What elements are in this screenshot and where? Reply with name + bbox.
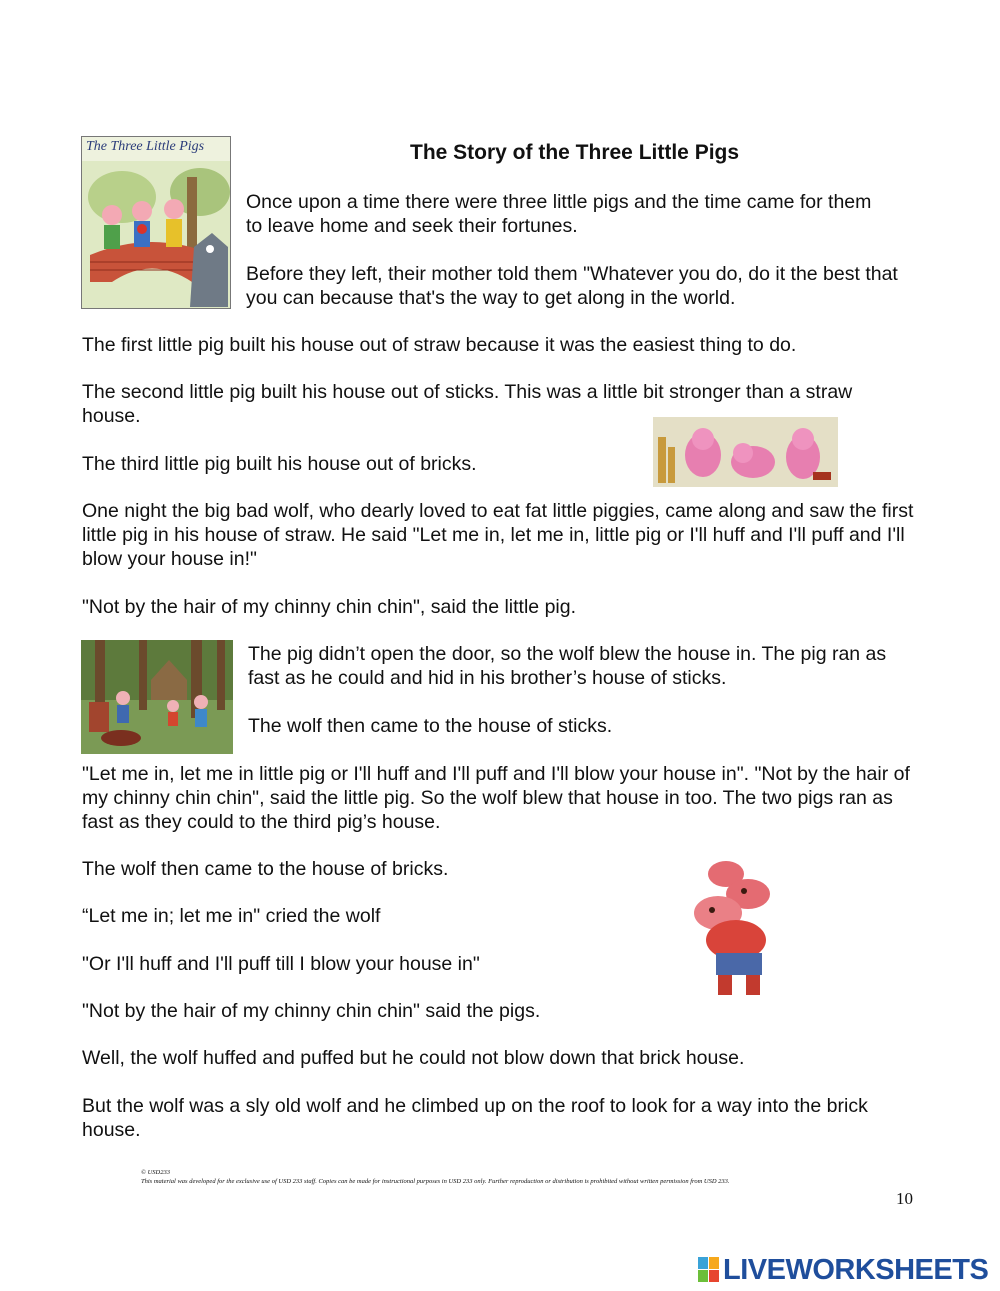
cover-illustration	[81, 136, 231, 309]
paragraph-15: Well, the wolf huffed and puffed but he could not blow down that brick house.	[82, 1047, 745, 1069]
usage-notice: This material was developed for the exclusive use of USD 233 staff. Copies can be made for instructional purposes in USD 233 only. Further reproduction or distribution is prohibited without written permission from USD 233.	[141, 1178, 730, 1185]
paragraph-10: "Let me in, let me in little pig or I'll huff and I'll puff and I'll blow your house in". "Not by the hair of my chinny chin chin", said the little pig. So the wolf blew that house in too. The two pigs ran as fast as they could to the third pig’s house.	[82, 763, 910, 833]
page-number: 10	[896, 1189, 913, 1208]
paragraph-16: But the wolf was a sly old wolf and he climbed up on the roof to look for a way into the brick house.	[82, 1095, 868, 1141]
paragraph-5: The third little pig built his house out of bricks.	[82, 453, 477, 475]
liveworksheets-mark-icon	[698, 1257, 720, 1283]
paragraph-2: Before they left, their mother told them "Whatever you do, do it the best that you can because that's the way to get along in the world.	[246, 263, 898, 309]
stacked-pigs-illustration	[688, 858, 783, 998]
paragraph-12: “Let me in; let me in" cried the wolf	[82, 905, 381, 927]
paragraph-3: The first little pig built his house out of straw because it was the easiest thing to do.	[82, 334, 797, 356]
paragraph-8: The pig didn’t open the door, so the wolf blew the house in. The pig ran as fast as he could and hid in his brother’s house of sticks.	[248, 643, 887, 689]
forest-illustration	[81, 640, 233, 754]
paragraph-11: The wolf then came to the house of bricks.	[82, 858, 449, 880]
paragraph-14: "Not by the hair of my chinny chin chin" said the pigs.	[82, 1000, 541, 1022]
liveworksheets-logo[interactable]	[698, 1252, 988, 1288]
pigs-illustration	[653, 417, 838, 487]
cover-label: The Three Little Pigs	[86, 139, 205, 154]
paragraph-6: One night the big bad wolf, who dearly loved to eat fat little piggies, came along and saw the first little pig in his house of straw. He said "Let me in, let me in, little pig or I'll huff and I'll puff and I'll blow your house in!"	[82, 500, 914, 570]
paragraph-9: The wolf then came to the house of sticks.	[248, 715, 613, 737]
paragraph-1: Once upon a time there were three little pigs and the time came for them to leave home and seek their fortunes.	[246, 191, 872, 237]
page-title: The Story of the Three Little Pigs	[410, 141, 740, 164]
paragraph-4: The second little pig built his house out of sticks. This was a little bit stronger than a straw house.	[82, 381, 853, 427]
paragraph-13: "Or I'll huff and I'll puff till I blow your house in"	[82, 953, 480, 975]
paragraph-7: "Not by the hair of my chinny chin chin", said the little pig.	[82, 596, 577, 618]
copyright-line: © USD233	[141, 1169, 170, 1176]
brand-name: LIVEWORKSHEETS	[723, 1253, 989, 1286]
